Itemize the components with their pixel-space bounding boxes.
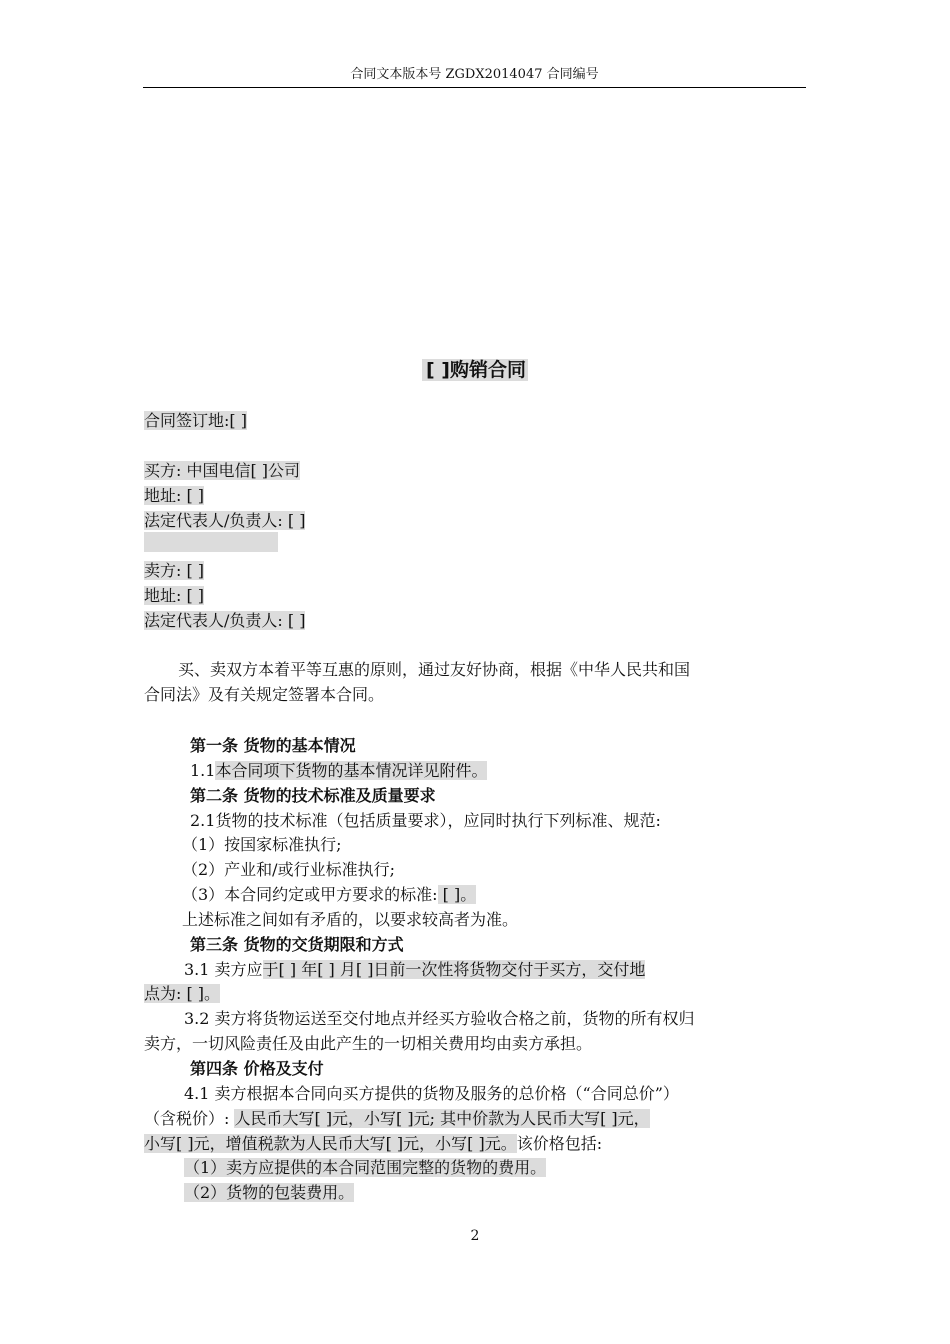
clause-text: 点为: [ ]。 <box>144 984 221 1003</box>
seller-rep-line <box>144 610 305 632</box>
preamble-line-1: 买、卖双方本着平等互惠的原则，通过友好协商，根据《中华人民共和国 <box>178 660 691 679</box>
page-number: 2 <box>470 1228 480 1244</box>
item-3-text: （3）本合同约定或甲方要求的标准: <box>182 885 438 904</box>
item-text: （2）货物的包装费用。 <box>184 1183 355 1202</box>
buyer-address-text: 地址: [ ] <box>144 486 205 505</box>
seller-address-text: 地址: [ ] <box>144 586 205 605</box>
buyer-text: 买方: 中国电信[ ]公司 <box>144 461 301 480</box>
preamble-line-2: 合同法》及有关规定签署本合同。 <box>144 685 385 704</box>
article-3-clause-2-line-1: 3.2 卖方将货物运送至交付地点并经买方验收合格之前，货物的所有权归 <box>184 1009 695 1028</box>
article-2-clause-1: 2.1货物的技术标准（包括质量要求），应同时执行下列标准、规范: <box>190 811 661 830</box>
clause-text-highlight: 小写[ ]元，增值税款为人民币大写[ ]元，小写[ ]元。 <box>144 1134 517 1153</box>
article-3-clause-2-line-2: 卖方，一切风险责任及由此产生的一切相关费用均由卖方承担。 <box>144 1034 593 1053</box>
header-rule <box>143 87 806 88</box>
buyer-rep-line <box>144 510 305 532</box>
clause-text: （含税价）: <box>144 1109 235 1128</box>
article-2-note: 上述标准之间如有矛盾的，以要求较高者为准。 <box>182 910 519 929</box>
seller-address-line <box>144 585 204 607</box>
article-2-item-2: （2）产业和/或行业标准执行; <box>182 860 395 879</box>
blank-highlight-block <box>144 532 278 552</box>
sign-place-text: 合同签订地:[ ] <box>144 411 247 430</box>
article-2-heading: 第二条 货物的技术标准及质量要求 <box>190 786 436 805</box>
article-2-item-1: （1）按国家标准执行; <box>182 835 342 854</box>
article-1-heading: 第一条 货物的基本情况 <box>190 736 356 755</box>
page-header: 合同文本版本号 ZGDX2014047 合同编号 <box>350 67 599 82</box>
clause-number: 1.1 <box>190 761 216 780</box>
seller-line <box>144 560 204 582</box>
article-1-clause-1 <box>190 760 487 782</box>
buyer-address-line <box>144 485 204 507</box>
article-4-clause-1-line-3 <box>144 1133 602 1155</box>
clause-text: 本合同项下货物的基本情况详见附件。 <box>215 761 488 780</box>
article-3-clause-1-line-2 <box>144 983 220 1005</box>
article-4-item-1 <box>184 1157 546 1179</box>
document-title <box>0 357 950 383</box>
document-title-text: [ ]购销合同 <box>422 359 528 381</box>
clause-text: 该价格包括: <box>516 1134 603 1153</box>
clause-text-highlight: 人民币大写[ ]元，小写[ ]元; 其中价款为人民币大写[ ]元， <box>234 1109 650 1128</box>
article-4-clause-1-line-1: 4.1 卖方根据本合同向买方提供的货物及服务的总价格（“合同总价”） <box>184 1084 679 1103</box>
article-4-item-2 <box>184 1182 354 1204</box>
seller-text: 卖方: [ ] <box>144 561 205 580</box>
buyer-line <box>144 460 300 482</box>
article-4-clause-1-line-2 <box>144 1108 650 1130</box>
article-4-heading: 第四条 价格及支付 <box>190 1059 324 1078</box>
item-text: （1）卖方应提供的本合同范围完整的货物的费用。 <box>184 1158 547 1177</box>
clause-text: 于[ ] 年[ ] 月[ ]日前一次性将货物交付于买方，交付地 <box>262 960 646 979</box>
article-3-heading: 第三条 货物的交货期限和方式 <box>190 935 404 954</box>
sign-place <box>144 410 247 432</box>
article-2-item-3 <box>182 884 476 906</box>
article-3-clause-1-line-1 <box>184 959 645 981</box>
seller-rep-text: 法定代表人/负责人: [ ] <box>144 611 306 630</box>
buyer-rep-text: 法定代表人/负责人: [ ] <box>144 511 306 530</box>
item-3-blank: [ ]。 <box>437 885 477 904</box>
clause-lead: 3.1 卖方应 <box>184 960 263 979</box>
